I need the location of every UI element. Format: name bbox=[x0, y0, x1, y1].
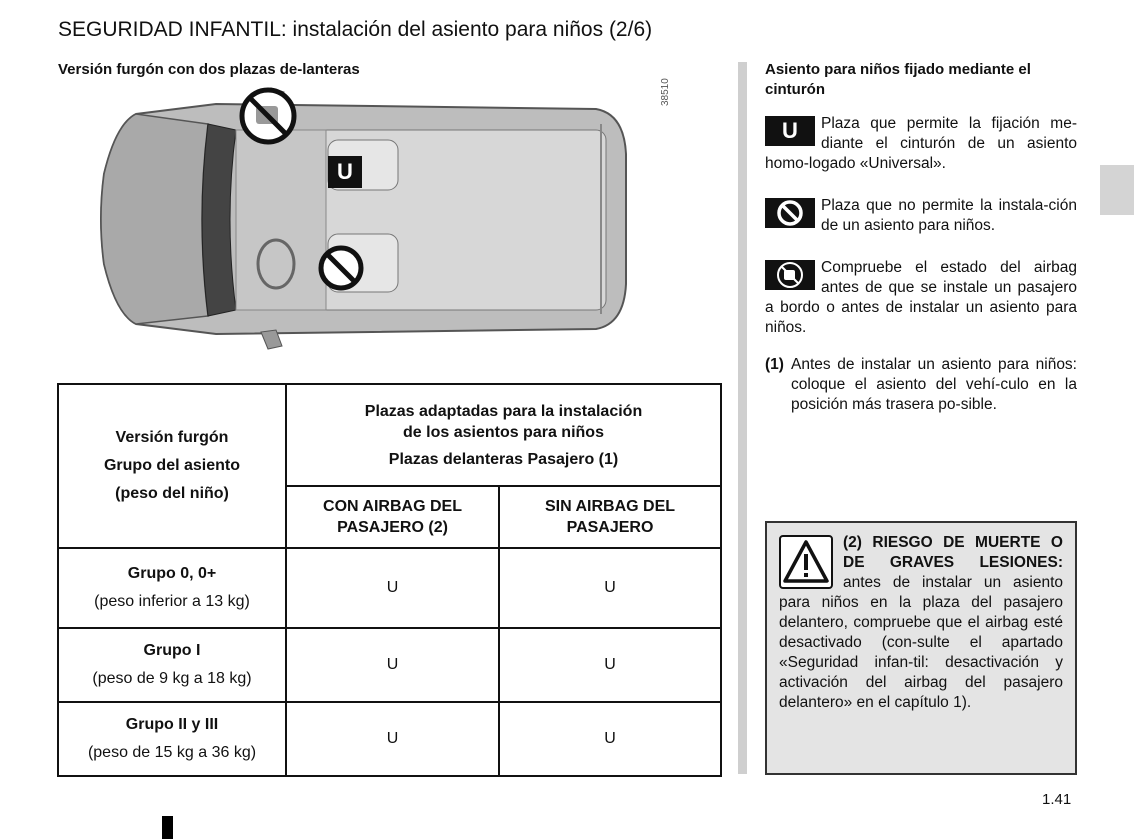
header-line: de los asientos para niños bbox=[403, 423, 604, 441]
title-fraction: (2/6) bbox=[608, 18, 653, 41]
group-cell bbox=[58, 702, 286, 776]
page-number: 1.41 bbox=[1042, 791, 1072, 808]
table-row bbox=[58, 548, 721, 628]
group-cell bbox=[58, 628, 286, 702]
print-crop-mark bbox=[162, 816, 173, 839]
group-name: Grupo 0, 0+ bbox=[127, 565, 217, 582]
cell-without-airbag: U bbox=[499, 702, 721, 776]
group-name: Grupo II y III bbox=[125, 716, 219, 733]
child-seat-table bbox=[57, 383, 722, 777]
legend-universal bbox=[765, 114, 1077, 174]
u-seat-badge: U bbox=[328, 156, 362, 188]
belt-seat-heading: Asiento para niños fijado mediante el cinturón bbox=[765, 61, 1031, 98]
group-cell bbox=[58, 548, 286, 628]
image-code: 38510 bbox=[660, 78, 671, 106]
cell-with-airbag: U bbox=[286, 548, 499, 628]
cell-without-airbag: U bbox=[499, 548, 721, 628]
group-weight: (peso inferior a 13 kg) bbox=[94, 593, 250, 610]
warning-text: antes de instalar un asiento para niños en la plaza del pasajero delantero, compruebe que el airbag esté desactivado (con-sulte el apartado «Seguridad infan-til: desactivación y activación del airbag del pasajero delantero» en el capítulo 1). bbox=[779, 574, 1063, 711]
group-name: Grupo I bbox=[143, 642, 201, 659]
table-row bbox=[58, 628, 721, 702]
legend-airbag-check bbox=[765, 258, 1077, 338]
corner-line: Versión furgón bbox=[115, 429, 229, 446]
footnote-1 bbox=[765, 355, 1077, 415]
legend-not-allowed bbox=[765, 196, 1077, 236]
cell-with-airbag: U bbox=[286, 628, 499, 702]
no-seat-icon bbox=[321, 248, 361, 288]
airbag-child-seat-warning-icon bbox=[765, 260, 815, 290]
title-bold: SEGURIDAD INFANTIL: bbox=[58, 18, 287, 41]
column-header-with-airbag: CON AIRBAG DEL PASAJERO (2) bbox=[286, 486, 499, 548]
table-corner-header bbox=[58, 384, 286, 548]
group-weight: (peso de 9 kg a 18 kg) bbox=[92, 670, 252, 687]
footnote-text: Antes de instalar un asiento para niños: coloque el asiento del vehí-culo en la posición más trasera po-sible. bbox=[791, 356, 1077, 413]
no-child-seat-icon bbox=[242, 90, 294, 142]
warning-triangle-icon bbox=[779, 535, 833, 589]
corner-line: Grupo del asiento bbox=[103, 457, 240, 474]
cell-without-airbag: U bbox=[499, 628, 721, 702]
warning-box bbox=[765, 521, 1077, 775]
legend-airbag-text: Compruebe el estado del airbag antes de que se instale un pasajero a bordo o antes de instalar un asiento para niños. bbox=[765, 259, 1077, 336]
footnote-number: (1) bbox=[765, 356, 784, 373]
cell-with-airbag: U bbox=[286, 702, 499, 776]
title-rest: instalación del asiento para niños bbox=[292, 18, 604, 41]
legend-not-allowed-text: Plaza que no permite la instala-ción de un asiento para niños. bbox=[821, 197, 1077, 234]
table-top-header bbox=[286, 384, 721, 486]
warning-title: (2) RIESGO DE MUERTE O DE GRAVES LESIONES: bbox=[843, 534, 1063, 571]
table-row bbox=[58, 702, 721, 776]
universal-u-icon: U bbox=[765, 116, 815, 146]
header-line: Plazas delanteras Pasajero (1) bbox=[388, 450, 619, 468]
corner-line: (peso del niño) bbox=[115, 485, 229, 502]
column-header-without-airbag: SIN AIRBAG DEL PASAJERO bbox=[499, 486, 721, 548]
group-weight: (peso de 15 kg a 36 kg) bbox=[87, 744, 257, 761]
van-version-subheading: Versión furgón con dos plazas de-lanteras bbox=[58, 61, 360, 78]
header-line: Plazas adaptadas para la instalación bbox=[364, 402, 643, 420]
legend-universal-text: Plaza que permite la fijación me-diante el cinturón de un asiento homo-logado «Universal». bbox=[765, 115, 1077, 172]
no-seat-icon bbox=[765, 198, 815, 228]
page-title bbox=[58, 18, 652, 42]
chapter-tab-marker bbox=[1100, 165, 1134, 215]
column-divider-bar bbox=[738, 62, 747, 774]
van-top-view-illustration bbox=[96, 84, 636, 354]
